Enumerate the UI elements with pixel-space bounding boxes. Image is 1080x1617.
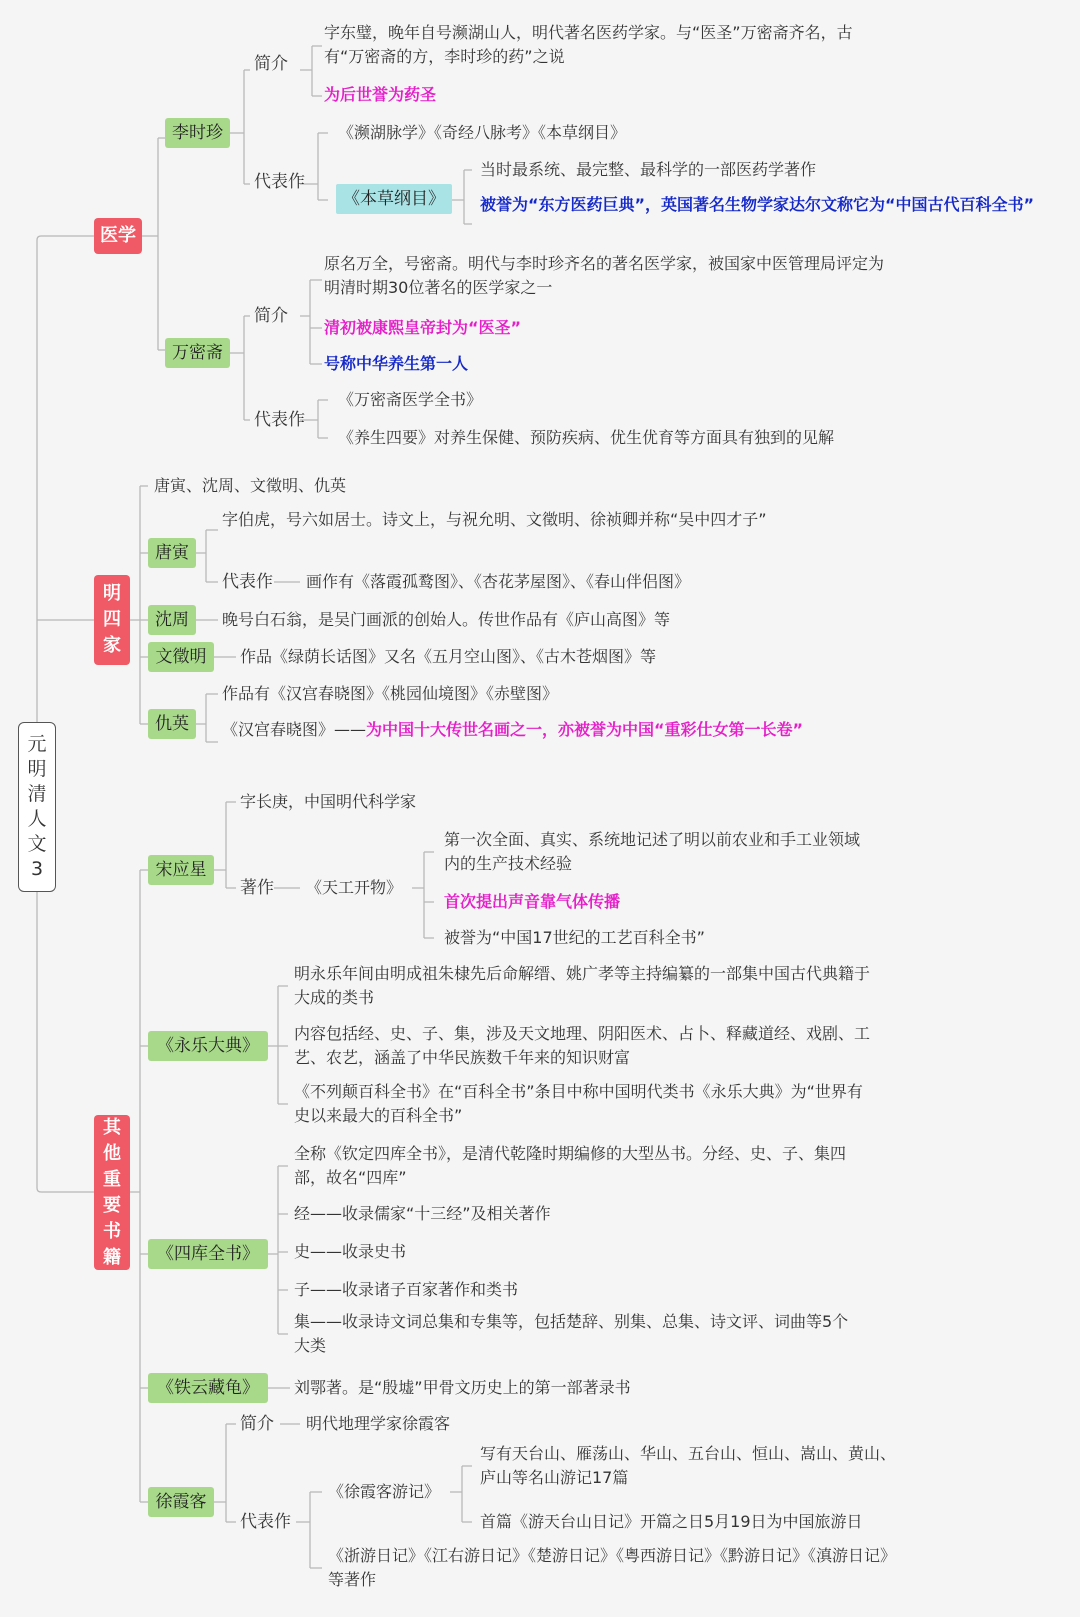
wan-intro: 原名万全，号密斋。明代与李时珍齐名的著名医学家，被国家中医管理局评定为明清时期30位著名的医学家之一 bbox=[324, 254, 885, 297]
edge-li-intro bbox=[300, 46, 322, 96]
edge-root bbox=[37, 236, 94, 1192]
node-tang-yin[interactable]: 唐寅 bbox=[148, 538, 196, 568]
label-li-jianjie: 简介 bbox=[254, 54, 288, 74]
edge-xu-works bbox=[296, 1492, 322, 1568]
label-xu-jianjie: 简介 bbox=[240, 1414, 274, 1434]
shen-text: 晚号白石翁，是吴门画派的创始人。传世作品有《庐山高图》等 bbox=[222, 610, 671, 629]
wan-honor-1: 清初被康熙皇帝封为“医圣” bbox=[324, 318, 522, 337]
label-li-daibiaozuo: 代表作 bbox=[254, 172, 305, 192]
node-siku-quanshu[interactable]: 《四库全书》 bbox=[148, 1239, 268, 1269]
song-book-3: 被誉为“中国17世纪的工艺百科全书” bbox=[444, 928, 705, 947]
siku-p4: 子——收录诸子百家著作和类书 bbox=[294, 1280, 519, 1299]
label-wan-jianjie: 简介 bbox=[254, 306, 288, 326]
ming-members: 唐寅、沈周、文徵明、仇英 bbox=[154, 476, 347, 495]
label-xu-daibiaozuo: 代表作 bbox=[240, 1512, 291, 1532]
node-bencao-gangmu[interactable]: 《本草纲目》 bbox=[336, 184, 452, 214]
li-works: 《濒湖脉学》《奇经八脉考》《本草纲目》 bbox=[338, 123, 627, 142]
siku-p3: 史——收录史书 bbox=[294, 1242, 407, 1261]
edge-qita bbox=[130, 870, 148, 1502]
node-yongle-dadian[interactable]: 《永乐大典》 bbox=[148, 1031, 268, 1061]
category-yixue[interactable]: 医学 bbox=[94, 218, 142, 254]
li-honor: 为后世誉为药圣 bbox=[324, 85, 437, 104]
yongle-p2: 内容包括经、史、子、集，涉及天文地理、阴阳医术、占卜、释藏道经、戏剧、工艺、农艺，涵盖了中华民族数千年来的知识财富 bbox=[294, 1024, 871, 1067]
yongle-p1: 明永乐年间由明成祖朱棣先后命解缙、姚广孝等主持编纂的一部集中国古代典籍于大成的类书 bbox=[294, 964, 871, 1007]
edge-xu-book bbox=[450, 1466, 472, 1522]
wan-work-1: 《万密斋医学全书》 bbox=[338, 390, 483, 409]
song-book: 《天工开物》 bbox=[306, 878, 403, 897]
siku-p1: 全称《钦定四库全书》，是清代乾隆时期编修的大型丛书。分经、史、子、集四部，故名“四库” bbox=[294, 1144, 847, 1187]
tieyun-text: 刘鄂著。是“殷墟”甲骨文历史上的第一部著录书 bbox=[294, 1378, 631, 1397]
category-qita[interactable]: 其他重要书籍 bbox=[94, 1115, 130, 1270]
bencao-desc-1: 当时最系统、最完整、最科学的一部医药学著作 bbox=[480, 160, 817, 179]
song-book-2: 首次提出声音靠气体传播 bbox=[444, 892, 621, 911]
siku-p2: 经——收录儒家“十三经”及相关著作 bbox=[294, 1204, 551, 1223]
label-wan-daibiaozuo: 代表作 bbox=[254, 410, 305, 430]
xu-other-works: 《浙游日记》《江右游日记》《楚游日记》《粤西游日记》《黔游日记》《滇游日记》等著作 bbox=[328, 1546, 897, 1589]
edge-bencao bbox=[452, 170, 472, 224]
qiu-han-title: 《汉宫春晓图》—— bbox=[222, 720, 367, 739]
edge-xu bbox=[214, 1424, 236, 1522]
song-intro: 字长庚，中国明代科学家 bbox=[240, 792, 417, 811]
xu-book-1: 写有天台山、雁荡山、华山、五台山、恒山、嵩山、黄山、庐山等名山游记17篇 bbox=[480, 1444, 897, 1487]
node-xu-xiake[interactable]: 徐霞客 bbox=[148, 1487, 214, 1517]
xu-book: 《徐霞客游记》 bbox=[328, 1482, 441, 1501]
edge-yixue bbox=[142, 138, 165, 350]
node-song-yingxing[interactable]: 宋应星 bbox=[148, 855, 214, 885]
wan-work-2: 《养生四要》对养生保健、预防疾病、优生优育等方面具有独到的见解 bbox=[338, 428, 835, 447]
label-song-zhuzuo: 著作 bbox=[240, 878, 274, 898]
xu-book-2: 首篇《游天台山日记》开篇之日5月19日为中国旅游日 bbox=[480, 1512, 863, 1531]
wen-text: 作品《绿荫长话图》又名《五月空山图》、《古木苍烟图》等 bbox=[240, 647, 657, 666]
tang-intro: 字伯虎，号六如居士。诗文上，与祝允明、文徵明、徐祯卿并称“吴中四才子” bbox=[222, 510, 767, 529]
label-tang-daibiaozuo: 代表作 bbox=[222, 572, 273, 592]
tang-works: 画作有《落霞孤鹜图》、《杏花茅屋图》、《春山伴侣图》 bbox=[306, 572, 691, 591]
siku-p5: 集——收录诗文词总集和专集等，包括楚辞、别集、总集、诗文评、词曲等5个大类 bbox=[294, 1312, 849, 1355]
edge-tang bbox=[196, 530, 218, 582]
edge-qiu bbox=[196, 694, 218, 742]
category-mingsijia[interactable]: 明四家 bbox=[94, 575, 130, 665]
wan-honor-2: 号称中华养生第一人 bbox=[324, 354, 469, 373]
root-node[interactable]: 元明清人文3 bbox=[18, 722, 56, 892]
li-intro: 字东璧，晚年自号濒湖山人，明代著名医药学家。与“医圣”万密斋齐名，古有“万密斋的方，李时珍的药”之说 bbox=[324, 23, 853, 66]
node-li-shizhen[interactable]: 李时珍 bbox=[165, 118, 230, 148]
node-tieyun-canggui[interactable]: 《铁云藏龟》 bbox=[148, 1373, 268, 1403]
node-wen-zhengming[interactable]: 文徵明 bbox=[148, 642, 214, 672]
node-wan-mizhai[interactable]: 万密斋 bbox=[165, 338, 230, 368]
edge-song bbox=[214, 802, 236, 888]
qiu-han-honor: 为中国十大传世名画之一，亦被誉为中国“重彩仕女第一长卷” bbox=[366, 720, 804, 739]
xu-intro: 明代地理学家徐霞客 bbox=[306, 1414, 451, 1433]
qiu-han bbox=[222, 718, 812, 742]
node-qiu-ying[interactable]: 仇英 bbox=[148, 709, 196, 739]
bencao-desc-2: 被誉为“东方医药巨典”，英国著名生物学家达尔文称它为“中国古代百科全书” bbox=[480, 195, 1035, 214]
qiu-works: 作品有《汉宫春晓图》《桃园仙境图》《赤壁图》 bbox=[222, 684, 559, 703]
yongle-p3: 《不列颠百科全书》在“百科全书”条目中称中国明代类书《永乐大典》为“世界有史以来最大的百科全书” bbox=[294, 1082, 863, 1125]
edge-wan bbox=[230, 316, 250, 420]
edge-li bbox=[230, 70, 250, 184]
song-book-1: 第一次全面、真实、系统地记述了明以前农业和手工业领域内的生产技术经验 bbox=[444, 830, 861, 873]
edge-yongle bbox=[268, 986, 288, 1104]
edge-wan-intro bbox=[300, 280, 322, 364]
edge-ming bbox=[130, 486, 148, 724]
node-shen-zhou[interactable]: 沈周 bbox=[148, 605, 196, 635]
edge-siku bbox=[268, 1166, 288, 1334]
